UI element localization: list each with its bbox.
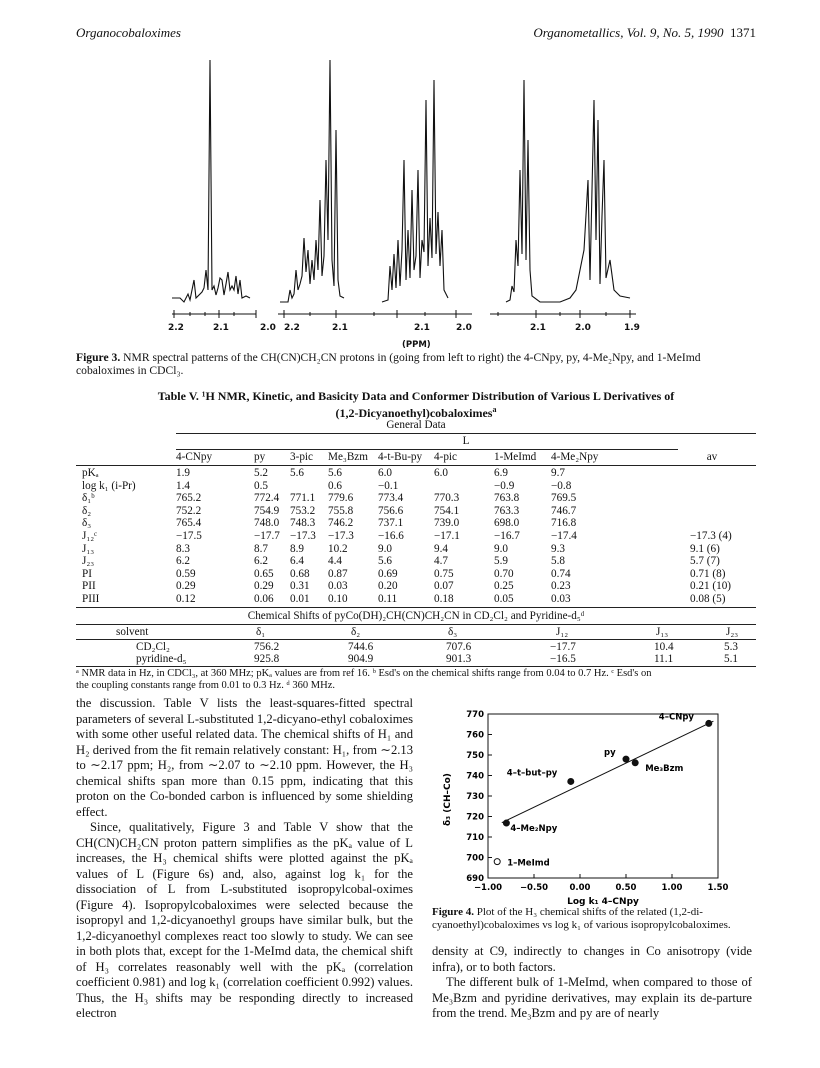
- spectrum-trace-4-me2npy: [382, 80, 448, 302]
- table5-cell: 6.2: [254, 555, 268, 568]
- y-tick-label: 710: [466, 833, 484, 843]
- table5-cell: 0.06: [254, 593, 274, 605]
- table5-cell: 6.0: [434, 467, 448, 479]
- table5-cell: −17.1: [434, 530, 460, 542]
- table5-title-line2: (1,2-Dicyanoethyl)cobaloximes: [335, 406, 493, 420]
- paragraph: Since, qualitatively, Figure 3 and Table V show that the CH(CN)CH₂CN proton pattern simplifies as the pKₐ value of L increases, the H₃ chemical shifts were plotted against the pKₐ values of L (Figure 6s) and, also, against log k₁ for the dissociation of L from L-substituted isopropylcobal-oximes (Figure 4). Isopropylcobaloximes were selected because the isopropyl and 1,2-dicyanoethyl groups have similar bulk, but the 1,2-dicyanoethyl complexes react too slowly to study. We can see in both plots that, except for the 1-MeImd data, the chemical shift of H₃ correlates reasonably well with the pKₐ (correlation coefficient 0.981) and log k₁ (correlation coefficient 0.992) values. Thus, the H₃ shifts may be responding directly to increased electron: [76, 820, 413, 1020]
- table5-cell: 0.87: [328, 567, 348, 580]
- x-axis-label: Log k₁ 4–CNpy: [567, 897, 639, 907]
- table5-cell: 0.18: [434, 593, 454, 605]
- table5-cell: 0.71 (8): [690, 567, 726, 580]
- page-number: 1371: [730, 25, 756, 40]
- table5-cell: 1.4: [176, 479, 190, 492]
- table5-cell: 9.0: [494, 542, 508, 555]
- data-point: [494, 859, 500, 865]
- table5-cell: 771.1: [290, 492, 316, 505]
- spectrum-tick-label: 2.0: [575, 323, 591, 333]
- table5-cell: 755.8: [328, 504, 354, 517]
- figure4-caption: [432, 906, 752, 931]
- table5-shifts-cell: 904.9: [348, 653, 374, 665]
- table5-cell: 5.7 (7): [690, 555, 720, 568]
- table5-shifts-column-header: J₁₃: [656, 626, 669, 638]
- table5-cell: −17.3: [290, 530, 316, 542]
- table5-column-header: Me₃Bzm: [328, 451, 368, 463]
- data-point-label: 4–t–but–py: [506, 768, 558, 779]
- y-tick-label: 760: [466, 730, 484, 741]
- table5-cell: 0.31: [290, 580, 310, 593]
- figure4-label: Figure 4.: [432, 906, 474, 918]
- y-tick-label: 770: [466, 710, 484, 720]
- table5-row-label: δ₁ᵇ: [82, 492, 95, 505]
- table5-cell: 5.2: [254, 467, 268, 479]
- table5-column-header: 4-CNpy: [176, 451, 213, 463]
- table5-cell: 6.2: [176, 555, 190, 568]
- table5-title-footnote-mark: a: [492, 405, 497, 414]
- table5-cell: 6.4: [290, 555, 304, 568]
- table5-cell: 746.2: [328, 517, 354, 530]
- paragraph: density at C9, indirectly to changes in Co anisotropy (vide infra), or to both factors.: [432, 944, 752, 974]
- x-tick-label: −1.00: [473, 883, 503, 893]
- table5-shifts-cell: 756.2: [254, 641, 280, 653]
- table5-cell: 763.8: [494, 492, 520, 505]
- spectrum-tick-label: 2.2: [168, 323, 184, 333]
- table5-cell: 0.23: [551, 580, 571, 593]
- table5-column-header: av: [706, 451, 718, 463]
- table5-cell: 737.1: [378, 517, 404, 530]
- table5-shifts-cell: 707.6: [446, 641, 472, 653]
- figure4-text: Plot of the H₃ chemical shifts of the related (1,2-di-cyanoethyl)cobaloximes vs log k₁ of various isopropylcobaloximes.: [432, 906, 731, 931]
- figure3-label: Figure 3.: [76, 351, 121, 364]
- table5-cell: 0.21 (10): [690, 580, 732, 593]
- table5-shifts-cell: 11.1: [654, 653, 674, 665]
- table5-cell: 0.11: [378, 593, 398, 605]
- data-point-label: Me₃Bzm: [645, 763, 684, 774]
- table5-shifts-column-header: δ₂: [351, 626, 361, 638]
- nmr-spectra-figure: [160, 40, 660, 360]
- table5-cell: 0.25: [494, 580, 514, 593]
- table5-cell: 716.8: [551, 517, 577, 530]
- running-header-journal-section: Organocobaloximes: [76, 25, 181, 40]
- table5-cell: 0.29: [176, 580, 196, 593]
- data-point-label: 4–CNpy: [658, 712, 694, 723]
- table5-shifts-cell: −16.5: [550, 653, 576, 665]
- x-tick-label: 1.50: [707, 883, 729, 893]
- table5-title-line1: Table V. ¹H NMR, Kinetic, and Basicity Data and Conformer Distribution of Various L Derivatives of: [157, 389, 675, 403]
- table5-cell: 4.7: [434, 555, 448, 568]
- table5-cell: 6.0: [378, 467, 392, 479]
- table5-cell: 8.9: [290, 542, 304, 555]
- spectrum-tick-label: 2.0: [456, 323, 472, 333]
- table5-cell: 754.1: [434, 504, 460, 517]
- spectrum-tick-label: 2.2: [284, 323, 300, 333]
- paragraph: the discussion. Table V lists the least-squares-fitted spectral parameters of several L-substituted 1,2-dicyano-ethyl cobaloximes with some other useful related data. The chemical shifts of H₁ and H₂ derived from the fit remain relatively constant: H₁, from ∼2.13 to ∼2.17 ppm; H₂, from ∼2.07 to ∼2.10 ppm. However, the H₃ chemical shifts span more than 0.15 ppm, indicating that this proton on the Co-bonded carbon is influenced by some shielding effect.: [76, 696, 413, 819]
- table5-shifts-column-header: solvent: [116, 626, 149, 638]
- table5-cell: −16.6: [378, 530, 404, 542]
- table5-cell: −0.8: [551, 479, 572, 492]
- table5-row-label: PII: [82, 580, 96, 593]
- data-point: [632, 760, 638, 766]
- y-tick-label: 720: [466, 812, 484, 823]
- table5-row-label: PI: [82, 567, 92, 580]
- y-tick-label: 750: [466, 751, 484, 761]
- table5-cell: 0.03: [328, 580, 348, 593]
- table5-cell: 9.0: [378, 542, 392, 555]
- x-tick-label: 0.50: [615, 883, 637, 893]
- table5-cell: 0.01: [290, 593, 310, 605]
- table5-cell: 765.4: [176, 517, 202, 530]
- data-point: [706, 720, 712, 726]
- table5-footnote-line1: ᵃ NMR data in Hz, in CDCl₃, at 360 MHz; pKₐ values are from ref 16. ᵇ Esd's on the chemical shifts range from 0.04 to 0.7 Hz. ᶜ Esd's on: [76, 668, 652, 679]
- figure3-caption: [76, 351, 756, 377]
- spectrum-tick-label: 2.1: [213, 323, 229, 333]
- data-point: [623, 756, 629, 762]
- table5-cell: 754.9: [254, 504, 280, 517]
- table5-footnotes: [76, 668, 766, 692]
- table5-cell: 752.2: [176, 504, 202, 517]
- table5-cell: 9.7: [551, 467, 565, 479]
- table5-cell: −17.3 (4): [690, 530, 732, 542]
- spectra-axes: [172, 310, 636, 318]
- table5-shifts-column-header: J₁₂: [556, 626, 569, 638]
- table5-shifts-cell: 925.8: [254, 653, 280, 665]
- table5-cell: −0.9: [494, 479, 515, 492]
- table5-cell: 5.6: [378, 555, 392, 568]
- table5-cell: 0.20: [378, 580, 398, 593]
- table5-cell: 0.59: [176, 567, 196, 580]
- table5-cell: 8.3: [176, 542, 190, 555]
- table5-cell: 5.6: [290, 467, 304, 479]
- table5-shifts-column-header: δ₃: [448, 626, 458, 638]
- table5-shifts-column-header: J₂₃: [726, 626, 739, 638]
- y-tick-label: 700: [466, 853, 484, 864]
- table5: [76, 420, 756, 670]
- table5-cell: 8.7: [254, 542, 268, 555]
- table5-shifts-cell: 901.3: [446, 653, 472, 665]
- table5-cell: 0.08 (5): [690, 593, 726, 605]
- table5-cell: 0.74: [551, 567, 571, 580]
- y-axis-label: δ₃ (CH–Co): [443, 773, 453, 826]
- table5-cell: 9.4: [434, 542, 448, 555]
- data-point-label: 1–MeImd: [507, 858, 550, 869]
- figure4-chart: [432, 708, 752, 907]
- table5-row-label: J₁₂ᶜ: [82, 530, 98, 542]
- table5-cell: −17.4: [551, 530, 577, 542]
- x-tick-label: 0.00: [569, 883, 591, 893]
- table5-cell: 763.3: [494, 504, 520, 517]
- table5-column-header: 3-pic: [290, 451, 313, 463]
- table5-shifts-cell: 5.3: [724, 641, 738, 653]
- table5-cell: −16.7: [494, 530, 520, 542]
- table5-cell: 0.10: [328, 593, 348, 605]
- table5-row-label: δ₂: [82, 504, 92, 517]
- spectrum-trace-4-cnpy: [172, 60, 250, 302]
- table5-cell: 9.3: [551, 542, 565, 555]
- spectrum-tick-label: 2.1: [414, 323, 430, 333]
- table5-cell: 756.6: [378, 504, 404, 517]
- table5-shifts-cell: −17.7: [550, 641, 576, 653]
- table5-column-header: 1-MeImd: [494, 451, 537, 463]
- spectrum-trace-1-meimd: [506, 80, 630, 302]
- table5-cell: 772.4: [254, 492, 280, 505]
- table5-cell: −17.7: [254, 530, 280, 542]
- y-tick-label: 730: [466, 792, 484, 802]
- table5-row-label: pKₐ: [82, 467, 99, 479]
- x-tick-label: −0.50: [519, 883, 549, 893]
- table5-cell: 770.3: [434, 492, 460, 505]
- table5-L-label: L: [462, 435, 470, 447]
- table5-row-label: δ₃: [82, 517, 92, 530]
- spectrum-tick-label: 2.1: [332, 323, 348, 333]
- table5-title: [76, 389, 756, 420]
- table5-shifts-cell: 744.6: [348, 641, 374, 653]
- spectrum-tick-label: 2.1: [530, 323, 546, 333]
- spectra-axis-label: (PPM): [402, 340, 431, 350]
- table5-cell: 5.9: [494, 555, 508, 568]
- data-point-label: py: [604, 748, 616, 759]
- table5-cell: 1.9: [176, 467, 190, 479]
- table5-column-header: py: [254, 451, 266, 463]
- body-left-column: [76, 696, 413, 1022]
- table5-cell: 765.2: [176, 492, 202, 505]
- table5-column-header: 4-Me₂Npy: [551, 451, 599, 463]
- table5-cell: 9.1 (6): [690, 542, 720, 555]
- table5-section-general: General Data: [386, 419, 446, 431]
- x-tick-label: 1.00: [661, 883, 683, 893]
- spectrum-tick-label: 1.9: [624, 323, 640, 333]
- data-point-label: 4–Me₂Npy: [510, 824, 558, 835]
- table5-shifts-column-header: δ₁: [256, 626, 266, 638]
- table5-cell: 753.2: [290, 504, 316, 517]
- table5-column-header: 4-t-Bu-py: [378, 451, 423, 463]
- table5-shifts-cell: 10.4: [654, 641, 674, 653]
- spectrum-tick-label: 2.0: [260, 323, 276, 333]
- table5-cell: 0.69: [378, 567, 398, 580]
- table5-cell: 0.05: [494, 593, 514, 605]
- paragraph: The different bulk of 1-MeImd, when compared to those of Me₃Bzm and pyridine derivatives, may explain its de-parture from the trend. Me₃Bzm and py are of nearly: [432, 975, 752, 1020]
- table5-cell: 0.6: [328, 479, 342, 492]
- figure3-text: NMR spectral patterns of the CH(CN)CH₂CN protons in (going from left to right) the 4-CNpy, py, 4-Me₂Npy, and 1-MeImd cobaloximes in CDCl₃.: [76, 351, 701, 377]
- table5-cell: −17.5: [176, 530, 202, 542]
- table5-cell: 0.5: [254, 479, 268, 492]
- table5-cell: −17.3: [328, 530, 354, 542]
- table5-cell: 739.0: [434, 517, 460, 530]
- table5-cell: 0.07: [434, 580, 454, 593]
- table5-cell: 5.8: [551, 555, 565, 568]
- y-tick-label: 690: [466, 874, 484, 884]
- table5-cell: 0.75: [434, 567, 454, 580]
- running-header-citation: [533, 25, 756, 41]
- table5-cell: 0.68: [290, 567, 310, 580]
- table5-cell: 0.12: [176, 593, 196, 605]
- table5-cell: 698.0: [494, 517, 520, 530]
- table5-footnote-line2: the coupling constants range from 0.01 to 0.3 Hz. ᵈ 360 MHz.: [76, 680, 336, 691]
- table5-row-label: J₂₃: [82, 555, 95, 568]
- table5-cell: 0.65: [254, 567, 274, 580]
- data-point: [503, 820, 509, 826]
- table5-column-header: 4-pic: [434, 451, 457, 463]
- data-point: [568, 778, 574, 784]
- table5-cell: 773.4: [378, 492, 404, 505]
- table5-cell: 0.29: [254, 580, 274, 593]
- table5-shifts-solvent: pyridine-d₅: [136, 653, 187, 665]
- table5-row-label: log k₁ (i-Pr): [82, 479, 136, 492]
- table5-cell: 0.70: [494, 567, 514, 580]
- table5-shifts-cell: 5.1: [724, 653, 738, 665]
- table5-cell: 6.9: [494, 467, 508, 479]
- body-right-column: [432, 944, 752, 1022]
- table5-cell: 10.2: [328, 542, 348, 555]
- table5-section-shifts: Chemical Shifts of pyCo(DH)₂CH(CN)CH₂CN in CD₂Cl₂ and Pyridine-d₅ᵈ: [247, 610, 585, 622]
- table5-shifts-solvent: CD₂Cl₂: [136, 641, 170, 653]
- citation-text: Organometallics, Vol. 9, No. 5, 1990: [533, 25, 724, 40]
- table5-cell: 748.3: [290, 517, 316, 530]
- table5-cell: 748.0: [254, 517, 280, 530]
- spectrum-trace-py: [280, 60, 344, 302]
- table5-cell: 769.5: [551, 492, 577, 505]
- table5-cell: 5.6: [328, 467, 342, 479]
- table5-cell: 779.6: [328, 492, 354, 505]
- table5-cell: 0.03: [551, 593, 571, 605]
- plot-frame: [488, 714, 718, 878]
- table5-cell: 4.4: [328, 555, 342, 568]
- table5-cell: 746.7: [551, 504, 577, 517]
- table5-row-label: J₁₃: [82, 542, 95, 555]
- y-tick-label: 740: [466, 771, 484, 782]
- table5-cell: −0.1: [378, 479, 399, 492]
- table5-row-label: PIII: [82, 593, 100, 605]
